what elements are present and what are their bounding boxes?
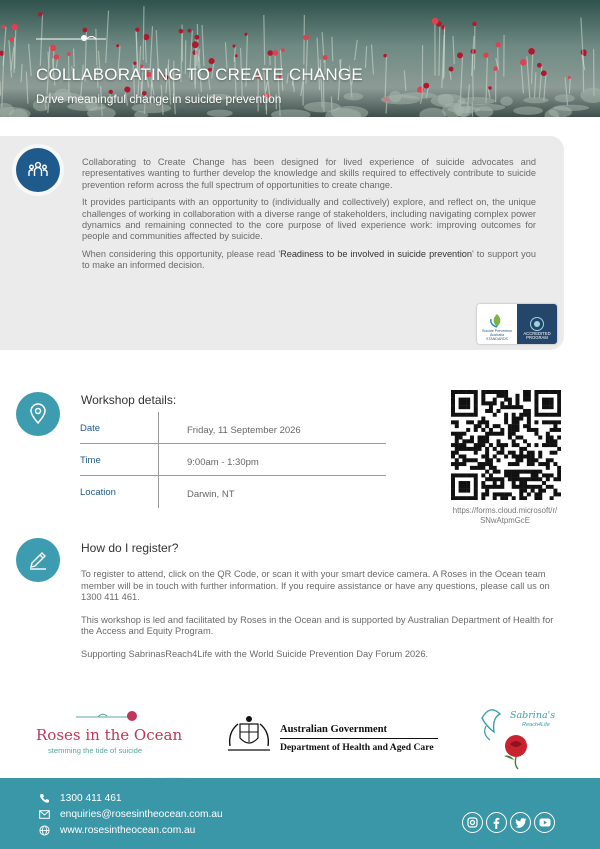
register-paragraph: To register to attend, click on the QR Code, or scan it with your smart device camera. A Roses in the Ocean team member will be in touch with further information. If you require assistance or have any questions, please call us on 1300 411 461. [81, 569, 550, 603]
location-label: Location [80, 487, 116, 498]
register-title: How do I register? [81, 541, 179, 555]
instagram-icon[interactable] [462, 812, 483, 833]
contact-website[interactable] [38, 824, 195, 836]
gov-department: Department of Health and Aged Care [280, 742, 434, 753]
hero-banner [0, 0, 600, 117]
accredited-badge [517, 304, 557, 344]
badge-text: STANDARDS [486, 337, 508, 341]
table-row [80, 444, 386, 476]
qr-url[interactable] [430, 506, 580, 526]
date-label: Date [80, 423, 101, 434]
sabrinas-reach4life-logo [472, 698, 562, 770]
time-label: Time [80, 455, 101, 466]
register-paragraph: This workshop is led and facilitated by Roses in the Ocean and is supported by Australian Department of Health for the Access and Equity Program. [81, 614, 554, 637]
intro-paragraph: Collaborating to Create Change has been designed for lived experience of suicide advocates and representatives wanting to further develop the knowledge and skills required to effectively contribute to suicide prevention reform across the full spectrum of opportunities to create change. [82, 157, 536, 190]
table-row [80, 412, 386, 444]
contact-email[interactable] [38, 808, 223, 820]
gov-divider [280, 738, 438, 739]
social-links [462, 812, 555, 833]
email-icon [38, 808, 50, 820]
registration-qr-code[interactable] [451, 390, 561, 500]
intro-text-post: ' to support you to make an informed decision. [82, 248, 536, 271]
workshop-details-table [80, 412, 386, 508]
standards-badge [477, 304, 517, 344]
youtube-icon[interactable] [534, 812, 555, 833]
standards-logo-icon [488, 313, 506, 329]
badge-text: ACCREDITED [523, 330, 551, 336]
twitter-icon[interactable] [510, 812, 531, 833]
column-divider [158, 476, 159, 508]
date-value: Friday, 11 September 2026 [187, 425, 301, 436]
column-divider [158, 444, 159, 475]
register-text [81, 569, 554, 672]
roses-logo-tagline: stemming the tide of suicide [48, 746, 143, 755]
people-group-icon [16, 148, 60, 192]
roses-in-the-ocean-logo [36, 710, 183, 760]
gov-name: Australian Government [280, 724, 388, 735]
sabrina-logo-sub: Reach4Life [522, 722, 550, 728]
readiness-link[interactable]: Readiness to be involved in suicide prevention [280, 248, 472, 259]
phone-icon [38, 792, 50, 804]
accreditation-badges [477, 304, 557, 344]
page-subtitle: Drive meaningful change in suicide prevention [36, 92, 282, 106]
accredited-seal-icon [529, 316, 545, 332]
location-value: Darwin, NT [187, 489, 235, 500]
badge-text: Australia [490, 333, 504, 337]
qr-url-line: SNwAtpmGcE [480, 516, 530, 525]
register-paragraph: Supporting SabrinasReach4Life with the World Suicide Prevention Day Forum 2026. [81, 648, 429, 659]
roses-logo-name: Roses in the Ocean [36, 726, 183, 744]
website-url: www.rosesintheocean.com.au [60, 824, 196, 836]
workshop-title: Workshop details: [81, 393, 177, 407]
facebook-icon[interactable] [486, 812, 507, 833]
intro-text-pre: When considering this opportunity, please read ' [82, 248, 281, 259]
column-divider [158, 412, 159, 443]
hero-rose-line-icon [36, 34, 116, 44]
location-pin-icon [16, 392, 60, 436]
intro-paragraph: It provides participants with an opportunity to (individually and collectively) explore, and reflect on, the unique challenges of working in collaboration with a diverse range of stakeholders, including navigating complex power dynamics and remaining connected to the core purpose of lived experience work: improving outcomes for people and communities affected by suicide. [82, 197, 536, 242]
pen-icon [16, 538, 60, 582]
contact-phone[interactable] [38, 792, 122, 804]
globe-icon [38, 824, 50, 836]
badge-text: PROGRAM [526, 335, 548, 341]
intro-text [82, 157, 536, 278]
email-address: enquiries@rosesintheocean.com.au [60, 808, 223, 820]
badge-text: Suicide Prevention [482, 329, 512, 333]
time-value: 9:00am - 1:30pm [187, 457, 259, 468]
australian-government-logo [222, 712, 442, 758]
sabrina-logo-name: Sabrina's [510, 710, 556, 721]
page-title: COLLABORATING TO CREATE CHANGE [36, 65, 363, 84]
sabrina-rose-icon [472, 698, 562, 770]
phone-number: 1300 411 461 [60, 792, 122, 804]
intro-paragraph [82, 249, 536, 272]
qr-url-line: https://forms.cloud.microsoft/r/ [452, 506, 558, 515]
table-row [80, 476, 386, 508]
coat-of-arms-icon [222, 712, 276, 756]
